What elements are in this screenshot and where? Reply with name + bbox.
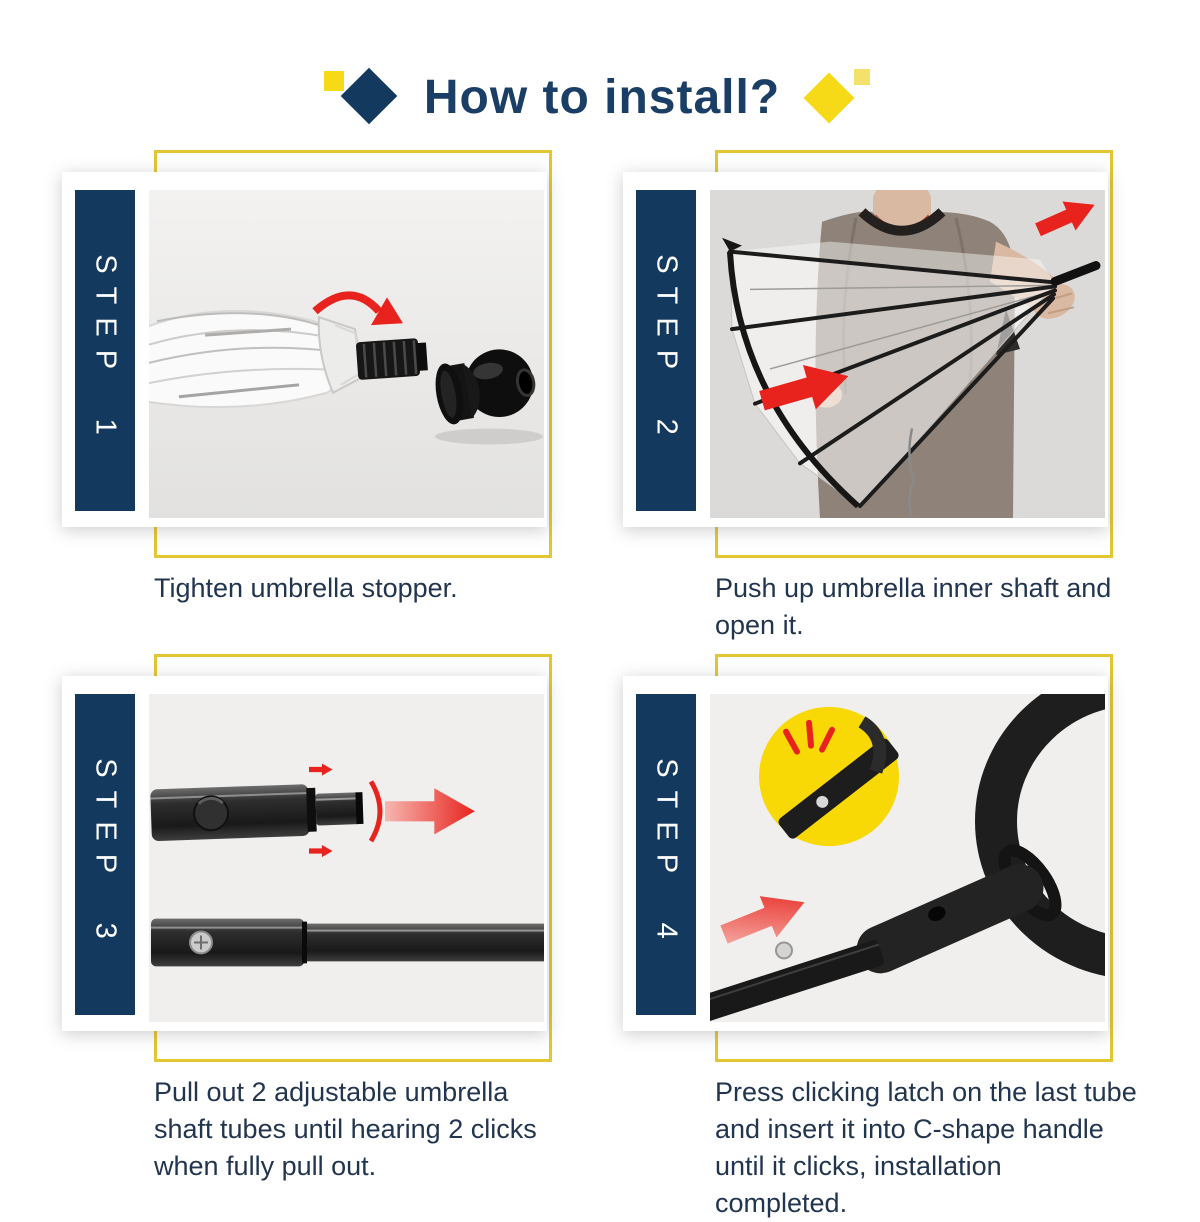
photo-card [62,676,547,1031]
caption-line: open it. [715,610,804,640]
step-4-label: STEP 4 [650,757,683,952]
step-panel-4 [623,654,1138,1222]
step-2-label-bar [636,190,696,511]
photo-card [62,172,547,527]
yellow-square-icon [324,71,344,91]
step-2-label: STEP 2 [650,253,683,448]
yellow-diamond-icon [806,73,854,121]
panel-2 [623,150,1138,558]
caption-step-1 [154,570,577,607]
photo-card [623,676,1108,1031]
step-3-label-bar [75,694,135,1015]
latch-pin [776,942,792,958]
pull-out-tubes-photo [149,694,544,1022]
caption-line: when fully pull out. [154,1151,377,1181]
push-open-umbrella-photo [710,190,1105,518]
step-panel-2 [623,150,1138,644]
panel-1 [62,150,577,558]
caption-line: until it clicks, installation completed. [715,1151,1002,1218]
step-panel-1 [62,150,577,644]
insert-handle-photo [710,694,1105,1022]
caption-step-3 [154,1074,577,1185]
photo-card [623,172,1108,527]
step-1-label: STEP 1 [89,253,122,448]
lower-tube [151,919,544,967]
screw-tip [356,337,428,380]
panel-3 [62,654,577,1062]
caption-line: Press clicking latch on the last tube [715,1077,1137,1107]
diamond-shape [341,68,398,125]
diamond-shape [804,73,855,124]
step-3-label: STEP 3 [89,757,122,952]
caption-line: Push up umbrella inner shaft and [715,573,1112,603]
page-title: How to install? [423,70,781,124]
step-4-label-bar [636,694,696,1015]
tighten-stopper-photo [149,190,544,518]
panel-4 [623,654,1138,1062]
step-panel-3 [62,654,577,1222]
caption-line: Pull out 2 adjustable umbrella [154,1077,509,1107]
caption-step-2 [715,570,1138,644]
steps-grid [0,150,1200,1222]
caption-line: and insert it into C-shape handle [715,1114,1104,1144]
caption-line: shaft tubes until hearing 2 clicks [154,1114,537,1144]
header [0,0,1200,150]
navy-diamond-icon [346,73,394,121]
caption-line: Tighten umbrella stopper. [154,573,458,603]
light-yellow-square-icon [854,69,870,85]
step-1-label-bar [75,190,135,511]
